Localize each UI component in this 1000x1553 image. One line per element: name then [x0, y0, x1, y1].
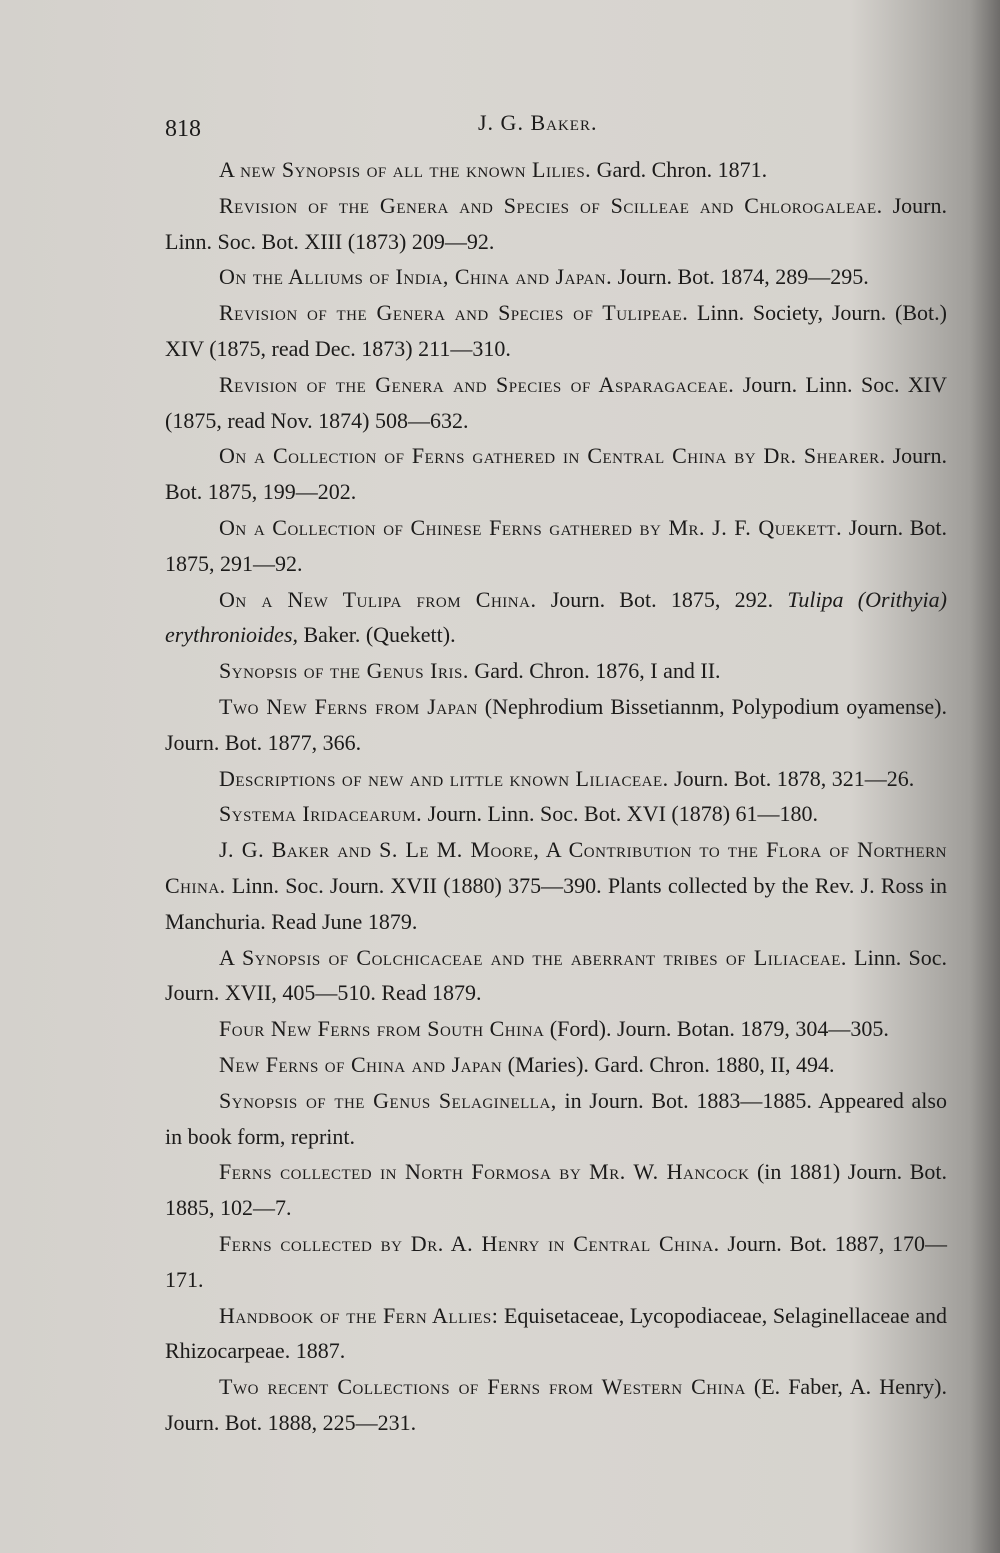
bibliography-entry	[165, 582, 947, 654]
entry-title: J. G. Baker and S. Le M. Moore, A Contribution to the Flora of Northern China.	[165, 837, 947, 898]
bibliography-entry	[165, 1298, 947, 1370]
entry-citation: (Maries). Gard. Chron. 1880, II, 494.	[502, 1051, 835, 1077]
entry-citation: Journ. Bot. 1875, 292.	[536, 586, 788, 612]
entry-title: Ferns collected by Dr. A. Henry in Central China.	[219, 1230, 720, 1256]
bibliography-entry	[165, 510, 947, 582]
entry-title: Four New Ferns from South China	[219, 1016, 545, 1042]
entry-citation: Journ. Linn. Soc. XIV (1875, read Nov. 1874) 508—632.	[165, 371, 948, 433]
bibliography-list	[165, 152, 947, 1441]
bibliography-entry	[165, 367, 947, 439]
entry-citation: (Nephrodium Bissetiannm, Polypodium oyamense). Journ. Bot. 1877, 366.	[165, 693, 947, 755]
entry-title: Revision of the Genera and Species of Tulipeae.	[219, 300, 689, 326]
entry-title: New Ferns of China and Japan	[219, 1051, 503, 1077]
bibliography-entry	[165, 1047, 947, 1083]
entry-citation: Journ. Bot. 1887, 170—171.	[165, 1230, 947, 1292]
entry-citation: Linn. Society, Journ. (Bot.) XIV (1875, read Dec. 1873) 211—310.	[165, 300, 947, 361]
entry-title: Synopsis of the Genus Iris.	[219, 658, 469, 684]
entry-citation: Journ. Bot. 1874, 289—295.	[612, 264, 869, 290]
entry-title: Systema Iridacearum.	[219, 801, 423, 827]
entry-title: Two New Ferns from Japan	[219, 693, 478, 719]
species-name: Tulipa (Orithyia) erythronioides,	[165, 586, 947, 648]
bibliography-entry	[165, 689, 947, 761]
entry-citation: Journ. Bot. 1875, 199—202.	[165, 443, 948, 505]
entry-title: Revision of the Genera and Species of Scilleae and Chlorogaleae.	[219, 192, 883, 218]
bibliography-entry	[165, 259, 947, 295]
entry-citation: Journ. Linn. Soc. Bot. XIII (1873) 209—92.	[165, 192, 948, 254]
entry-title: A Synopsis of Colchicaceae and the aberrant tribes of Liliaceae.	[219, 944, 847, 970]
bibliography-entry	[165, 1011, 947, 1047]
entry-citation: Linn. Soc. Journ. XVII (1880) 375—390. Plants collected by the Rev. J. Ross in Manchuria. Read June 1879.	[165, 872, 947, 934]
entry-citation-tail: Baker. (Quekett).	[298, 622, 456, 648]
entry-title: Descriptions of new and little known Liliaceae.	[219, 765, 669, 791]
entry-citation: (E. Faber, A. Henry). Journ. Bot. 1888, 225—231.	[165, 1374, 947, 1435]
entry-citation: in Journ. Bot. 1883—1885. Appeared also in book form, reprint.	[165, 1087, 947, 1149]
entry-citation: Journ. Linn. Soc. Bot. XVI (1878) 61—180.	[422, 801, 819, 827]
bibliography-entry	[165, 1226, 947, 1298]
entry-title: Revision of the Genera and Species of Asparagaceae.	[219, 371, 735, 397]
entry-citation: (Ford). Journ. Botan. 1879, 304—305.	[544, 1016, 889, 1042]
entry-citation: Gard. Chron. 1876, I and II.	[468, 658, 721, 684]
entry-title: On a Collection of Chinese Ferns gathered by Mr. J. F. Quekett.	[219, 514, 843, 540]
bibliography-entry	[165, 832, 947, 939]
bibliography-entry	[165, 188, 947, 260]
bibliography-entry	[165, 1154, 947, 1226]
bibliography-entry	[165, 761, 947, 797]
page-number: 818	[165, 116, 201, 142]
bibliography-entry	[165, 653, 947, 689]
entry-citation: Journ. Bot. 1875, 291—92.	[165, 514, 947, 576]
entry-title: Ferns collected in North Formosa by Mr. W. Hancock	[219, 1159, 750, 1185]
bibliography-entry	[165, 438, 947, 510]
running-head: J. G. Baker.	[478, 110, 598, 135]
entry-title: On a New Tulipa from China.	[219, 586, 537, 612]
entry-title: A new Synopsis of all the known Lilies.	[219, 157, 592, 182]
entry-title: On the Alliums of India, China and Japan.	[219, 264, 613, 290]
entry-title: Handbook of the Fern Allies:	[219, 1302, 499, 1328]
entry-citation: Gard. Chron. 1871.	[591, 157, 768, 182]
entry-citation: Equisetaceae, Lycopodiaceae, Selaginellaceae and Rhizocarpeae. 1887.	[165, 1302, 947, 1364]
bibliography-entry	[165, 1083, 947, 1155]
entry-title: On a Collection of Ferns gathered in Central China by Dr. Shearer.	[219, 443, 886, 469]
entry-citation: Linn. Soc. Journ. XVII, 405—510. Read 1879.	[165, 944, 948, 1006]
entry-title: Two recent Collections of Ferns from Western China	[219, 1374, 746, 1400]
bibliography-entry	[165, 796, 947, 832]
bibliography-entry	[165, 152, 947, 188]
bibliography-entry	[165, 295, 947, 367]
page-header	[0, 110, 1000, 144]
entry-title: Synopsis of the Genus Selaginella,	[219, 1087, 557, 1113]
entry-citation: (in 1881) Journ. Bot. 1885, 102—7.	[165, 1159, 947, 1221]
entry-citation: Journ. Bot. 1878, 321—26.	[668, 765, 915, 791]
bibliography-entry	[165, 1369, 947, 1441]
bibliography-entry	[165, 940, 947, 1012]
